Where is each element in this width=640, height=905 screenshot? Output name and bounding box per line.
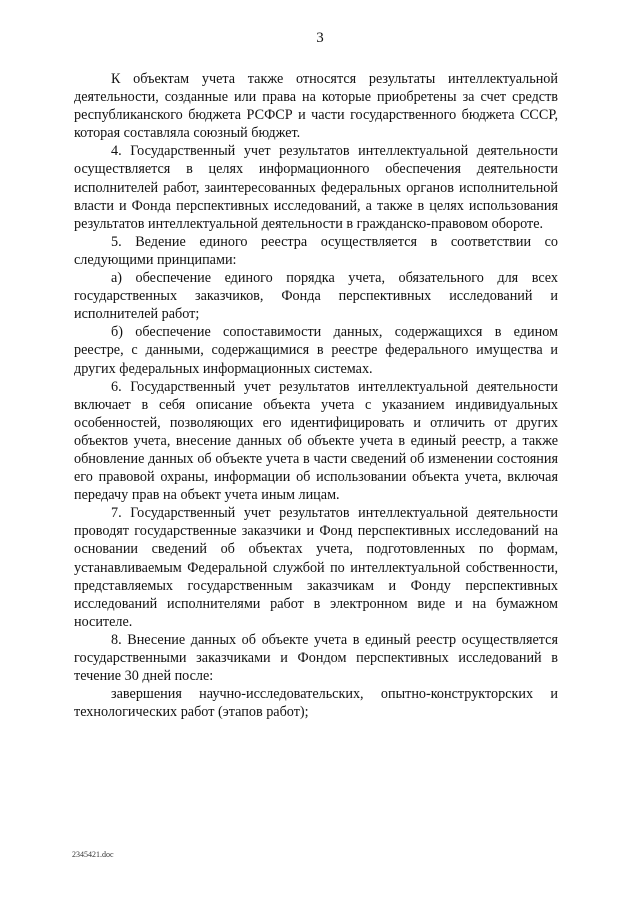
paragraph-item-7: 7. Государственный учет результатов интеллектуальной деятельности проводят государственные заказчики и Фонд перспективных исследований на основании сведений об объектах учета, подготовленных по формам, устанавливаемым Федеральной службой по интеллектуальной собственности, представляемых государственным заказчикам и Фонду перспективных исследований исполнителями работ в электронном виде и на бумажном носителе. [74,505,558,630]
paragraph-item-5a: а) обеспечение единого порядка учета, обязательного для всех государственных заказчиков, Фонда перспективных исследований и исполнителей работ; [74,270,558,323]
paragraph-item-5b: б) обеспечение сопоставимости данных, содержащихся в едином реестре, с данными, содержащимися в реестре федерального имущества и других федеральных информационных системах. [74,324,558,377]
paragraph-item-8: 8. Внесение данных об объекте учета в единый реестр осуществляется государственными заказчиками и Фондом перспективных исследований в течение 30 дней после: [74,631,558,685]
document-body [74,70,558,721]
document-file-code: 2345421.doc [72,850,114,859]
page-number: 3 [316,30,324,46]
paragraph-item-6: 6. Государственный учет результатов интеллектуальной деятельности включает в себя описание объекта учета с указанием индивидуальных особенностей, позволяющих его идентифицировать и отличить от других объектов учета, внесение данных об объекте учета в единый реестр, а также обновление данных об объекте учета в части сведений об изменении состояния его правовой охраны, информации об использовании объекта учета, включая передачу прав на объект учета иным лицам. [74,378,558,504]
paragraph-item-4: 4. Государственный учет результатов интеллектуальной деятельности осуществляется в целях информационного обеспечения деятельности исполнителей работ, заинтересованных федеральных органов исполнительной власти и Фонда перспективных исследований, а также в целях использования результатов интеллектуальной деятельности в гражданско-правовом обороте. [74,143,558,232]
paragraph-item-8-clause-1: завершения научно-исследовательских, опытно-конструкторских и технологических работ (этапов работ); [74,686,558,721]
paragraph-item-5: 5. Ведение единого реестра осуществляется в соответствии со следующими принципами: [74,233,558,268]
paragraph-objects-of-accounting: К объектам учета также относятся результаты интеллектуальной деятельности, созданные или права на которые приобретены за счет средств республиканского бюджета РСФСР и части государственного бюджета СССР, которая составляла союзный бюджет. [74,71,558,142]
